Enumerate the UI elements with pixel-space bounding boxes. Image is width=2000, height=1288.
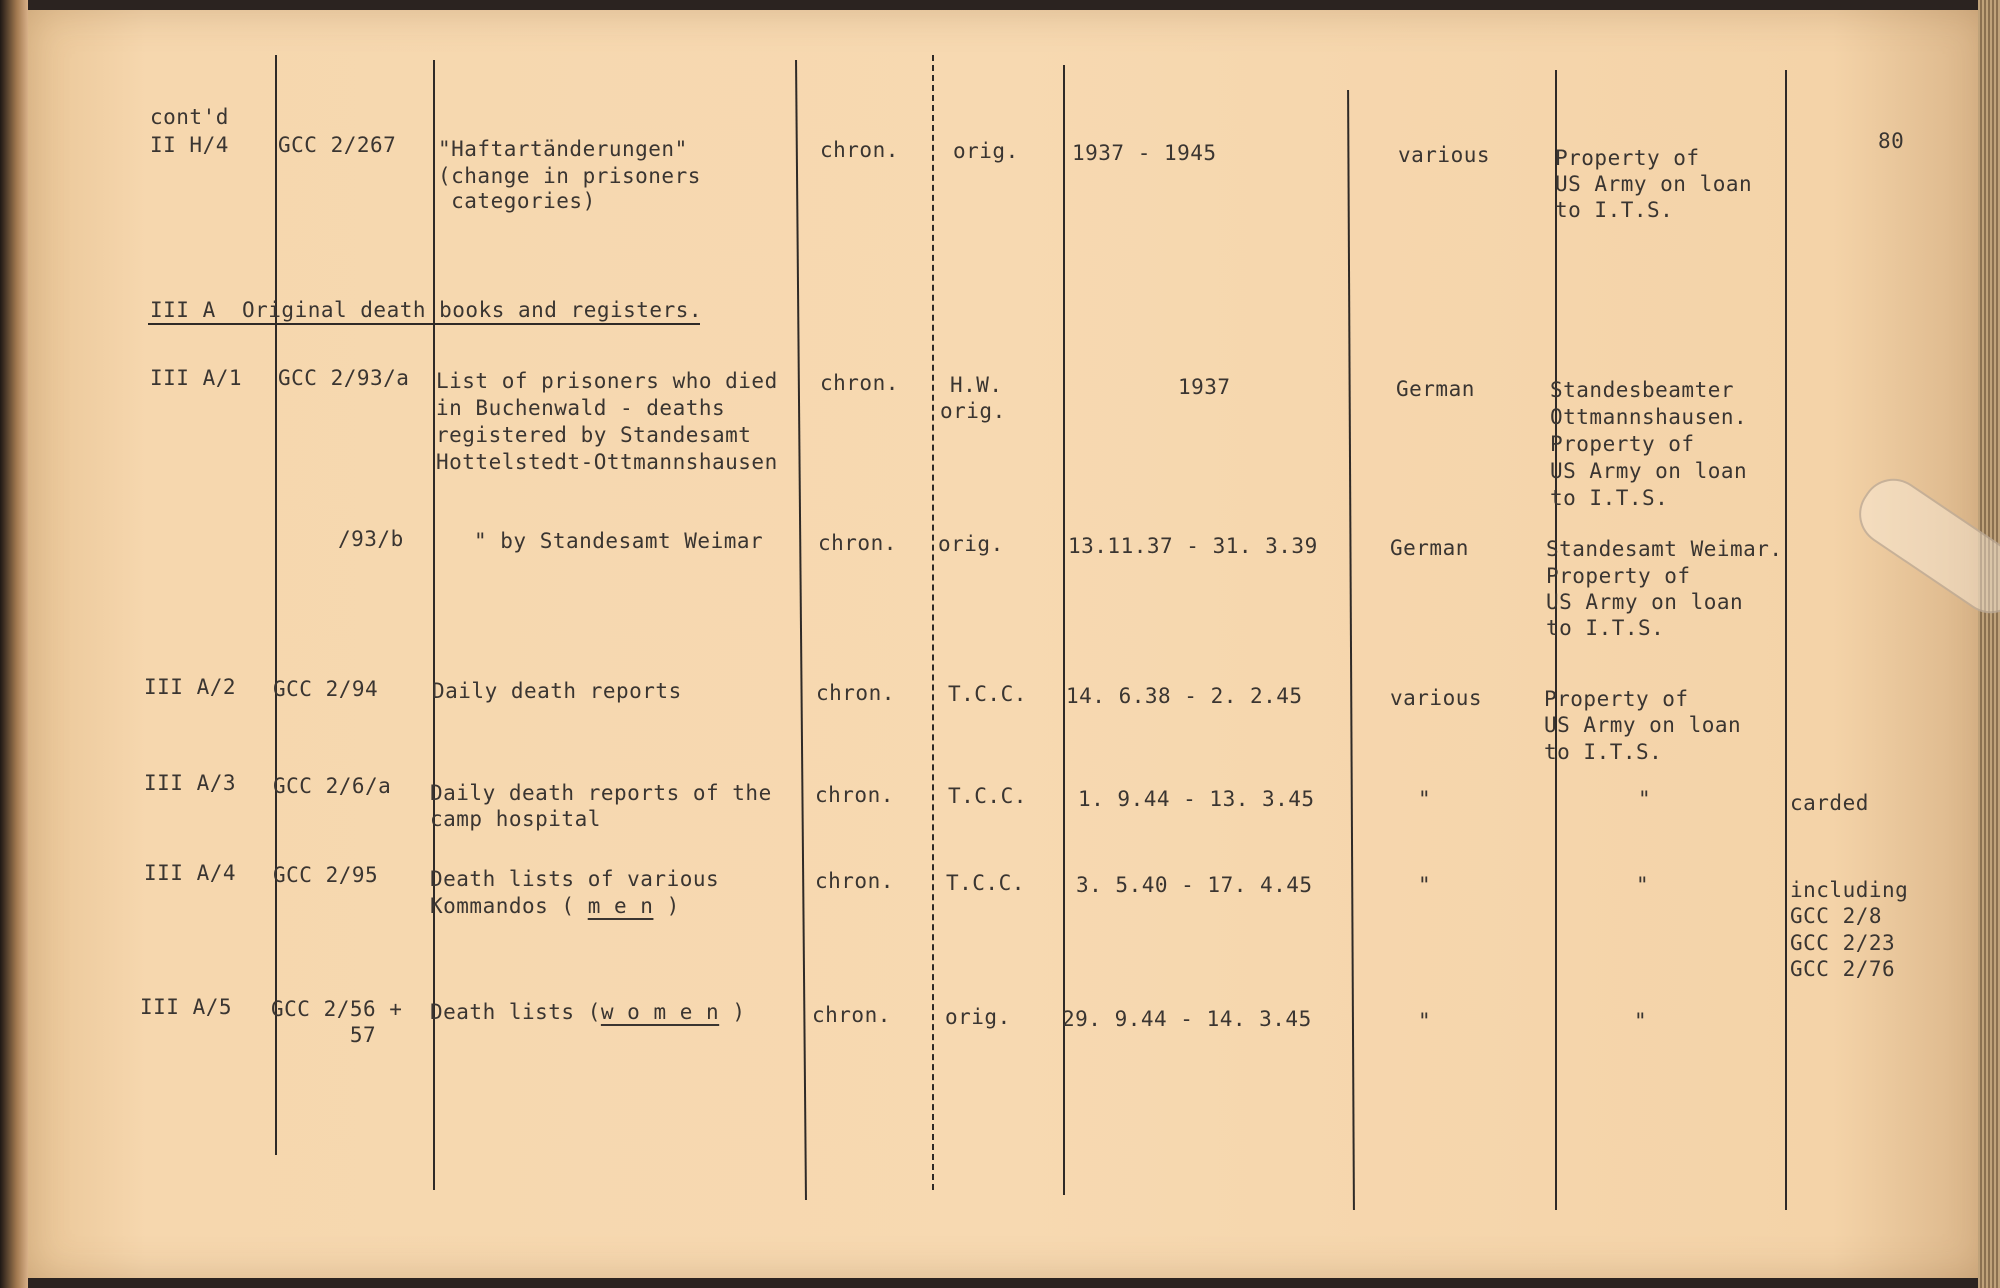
remarks-line: US Army on loan: [1550, 459, 1748, 483]
arrangement: chron.: [815, 783, 894, 807]
reference-number-line: GCC 2/56 +: [271, 997, 403, 1021]
arrangement: chron.: [815, 869, 894, 893]
remarks-line: Standesbeamter: [1550, 378, 1735, 402]
remarks-line: US Army on loan: [1555, 172, 1753, 196]
record-title-line: " by Standesamt Weimar: [474, 529, 764, 553]
reference-number: GCC 2/95: [273, 863, 379, 887]
section-code: III A/1: [150, 366, 243, 390]
record-title-line: [430, 893, 680, 920]
record-title-line: "Haftartänderungen": [438, 137, 688, 161]
underlined-word: m e n: [587, 894, 654, 918]
language: various: [1390, 686, 1483, 710]
record-title-line: List of prisoners who died: [436, 369, 778, 393]
reference-number: /93/b: [338, 527, 404, 551]
dates: 1. 9.44 - 13. 3.45: [1078, 787, 1315, 811]
remarks-line: ": [1636, 873, 1650, 897]
arrangement: chron.: [812, 1003, 891, 1027]
book-spine: [0, 0, 28, 1288]
reference-number: GCC 2/6/a: [273, 774, 392, 798]
dates: 1937: [1178, 375, 1231, 399]
record-title-line: Hottelstedt-Ottmannshausen: [436, 450, 778, 474]
record-title-line: categories): [438, 189, 596, 213]
section-code: III A/5: [140, 995, 233, 1019]
form: T.C.C.: [948, 682, 1027, 706]
title-text: ): [719, 1000, 746, 1024]
record-title-line: (change in prisoners: [438, 164, 701, 188]
page-edges: [1978, 0, 2000, 1288]
remarks-line: ": [1638, 787, 1652, 811]
remarks-line: Property of: [1555, 146, 1700, 170]
record-title-line: Daily death reports of the: [430, 781, 772, 805]
reference-number: GCC 2/94: [273, 677, 379, 701]
remarks-line: US Army on loan: [1546, 590, 1744, 614]
dates: 3. 5.40 - 17. 4.45: [1076, 873, 1313, 897]
reference-number-line: 57: [271, 1023, 377, 1047]
column-rule: [275, 55, 277, 1155]
arrangement: chron.: [820, 371, 899, 395]
language: ": [1418, 787, 1432, 811]
remarks-line: ": [1634, 1009, 1648, 1033]
dates: 14. 6.38 - 2. 2.45: [1066, 684, 1303, 708]
contd-label: cont'd: [150, 105, 229, 129]
section-code: III A/4: [144, 861, 237, 885]
note-line: carded: [1790, 791, 1869, 815]
remarks-line: Property of: [1550, 432, 1695, 456]
language: ": [1418, 873, 1432, 897]
remarks-line: Property of: [1544, 687, 1689, 711]
form-line: H.W.: [950, 373, 1003, 397]
record-title-line: registered by Standesamt: [436, 423, 752, 447]
language: German: [1396, 377, 1475, 401]
record-title-line: camp hospital: [430, 807, 601, 831]
arrangement: chron.: [818, 531, 897, 555]
arrangement: chron.: [820, 138, 899, 162]
remarks-line: Standesamt Weimar.: [1546, 537, 1783, 561]
dates: 1937 - 1945: [1072, 141, 1217, 165]
page-number: 80: [1878, 129, 1905, 153]
dates: 13.11.37 - 31. 3.39: [1068, 534, 1318, 558]
title-text: Kommandos (: [430, 894, 588, 918]
reference-number: GCC 2/267: [278, 133, 397, 157]
remarks-line: to I.T.S.: [1544, 740, 1663, 764]
language: ": [1418, 1009, 1432, 1033]
remarks-line: to I.T.S.: [1550, 486, 1669, 510]
title-text: Death lists (: [430, 1000, 601, 1024]
record-title-line: Daily death reports: [432, 679, 682, 703]
form: T.C.C.: [946, 871, 1025, 895]
section-code: III A/2: [144, 675, 237, 699]
remarks-line: Ottmannshausen.: [1550, 405, 1748, 429]
language: various: [1398, 143, 1491, 167]
arrangement: chron.: [816, 681, 895, 705]
note-line: GCC 2/23: [1790, 931, 1896, 955]
section-heading-underline: [148, 323, 700, 325]
remarks-line: US Army on loan: [1544, 713, 1742, 737]
column-rule: [1785, 70, 1787, 1210]
note-line: GCC 2/8: [1790, 904, 1883, 928]
record-title-line: Death lists of various: [430, 867, 720, 891]
note-line: including: [1790, 878, 1909, 902]
reference-number: GCC 2/93/a: [278, 366, 410, 390]
note-line: GCC 2/76: [1790, 957, 1896, 981]
underlined-word: w o m e n: [600, 1000, 720, 1024]
remarks-line: to I.T.S.: [1546, 616, 1665, 640]
column-rule: [932, 55, 934, 1190]
section-code: II H/4: [150, 133, 229, 157]
remarks-line: Property of: [1546, 564, 1691, 588]
section-heading: III A Original death books and registers.: [150, 298, 703, 322]
ledger-page: [28, 10, 1990, 1278]
form: orig.: [945, 1005, 1011, 1029]
record-title-line: in Buchenwald - deaths: [436, 396, 726, 420]
title-text: ): [653, 894, 680, 918]
language: German: [1390, 536, 1469, 560]
section-code: III A/3: [144, 771, 237, 795]
form: T.C.C.: [948, 784, 1027, 808]
dates: 29. 9.44 - 14. 3.45: [1062, 1007, 1312, 1031]
remarks-line: to I.T.S.: [1555, 198, 1674, 222]
form: orig.: [938, 532, 1004, 556]
record-title-line: [430, 999, 745, 1026]
form: orig.: [953, 139, 1019, 163]
form-line: orig.: [940, 399, 1006, 423]
